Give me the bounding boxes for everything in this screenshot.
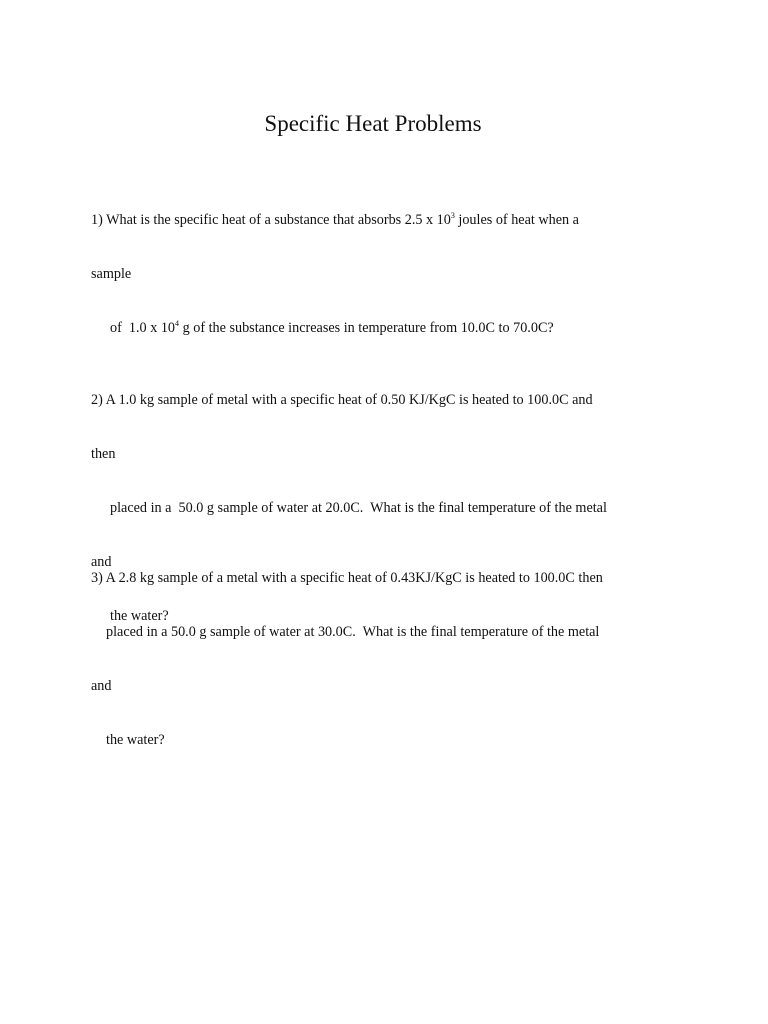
problem-1-line-1: 1) What is the specific heat of a substance that absorbs 2.5 x $10^3$ joules of heat when a [91,211,579,228]
problem-3-line-2: placed in a 50.0 g sample of water at 30.0C. What is the final temperature of the metal [106,624,600,640]
problem-1-line-3: of 1.0 x $10^4$ g of the substance increases in temperature from 10.0C to 70.0C? [110,319,554,336]
problem-2-line-2: then [91,446,116,462]
exponent: 4 [175,319,180,328]
problem-3-line-4: the water? [106,732,165,748]
problem-2-line-3: placed in a 50.0 g sample of water at 20.0C. What is the final temperature of the metal [110,500,607,516]
page-title: Specific Heat Problems [264,111,482,136]
problem-2-line-4: and [91,554,112,570]
problem-3-line-1: 3) A 2.8 kg sample of a metal with a specific heat of 0.43KJ/KgC is heated to 100.0C then [91,570,603,586]
problem-2-line-1: 2) A 1.0 kg sample of metal with a specific heat of 0.50 KJ/KgC is heated to 100.0C and [91,392,593,408]
problem-2-line-5: the water? [110,608,169,624]
problem-3 [91,533,603,767]
problem-3-line-3: and [91,678,112,694]
problem-1-line-2: sample [91,266,132,282]
problem-1 [91,175,579,355]
exponent: 3 [450,211,455,220]
